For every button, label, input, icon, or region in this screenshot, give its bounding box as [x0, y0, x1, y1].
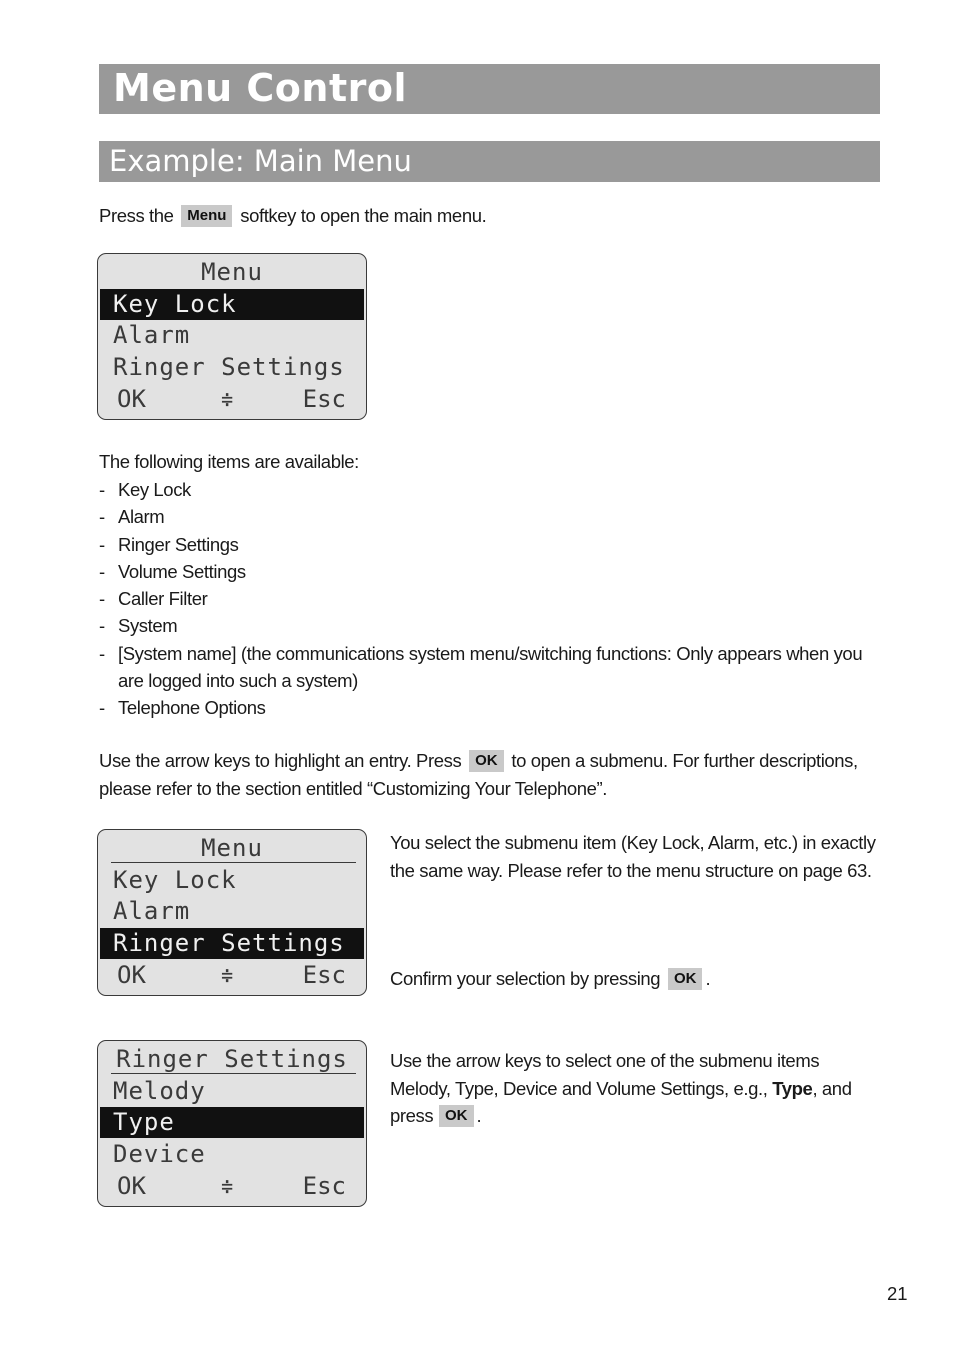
display-row-selected: Key Lock	[100, 289, 364, 320]
list-item: - System	[99, 612, 889, 639]
softkey-ok: OK	[117, 1172, 146, 1200]
display-title-underline	[111, 1073, 356, 1074]
available-items-list	[99, 476, 889, 722]
select-submenu-paragraph: Use the arrow keys to select one of the submenu items Melody, Type, Device and Volume Settings, e.g., Type, and press OK .	[390, 1050, 852, 1126]
list-item: - Volume Settings	[99, 558, 889, 585]
list-dash: -	[99, 615, 105, 637]
page-number: 21	[887, 1283, 908, 1304]
page-title: Menu Control	[99, 64, 880, 114]
available-heading: The following items are available:	[99, 451, 359, 472]
arrow-keys-paragraph: Use the arrow keys to highlight an entry. Press OK to open a submenu. For further descriptions, please refer to the section entitled “Customizing Your Telephone”.	[99, 750, 858, 799]
list-dash: -	[99, 506, 105, 528]
display-row: Key Lock	[113, 866, 237, 894]
up-down-arrow-icon: ≑	[221, 387, 234, 411]
display-title: Menu	[201, 258, 263, 286]
ok-key-label: OK	[668, 968, 703, 990]
display-row: Device	[113, 1140, 206, 1168]
display-title: Ringer Settings	[116, 1045, 348, 1073]
list-item: - Key Lock	[99, 476, 889, 503]
display-row: Alarm	[113, 897, 191, 925]
display-main-menu-ringer	[97, 829, 367, 996]
list-dash: -	[99, 533, 105, 555]
up-down-arrow-icon: ≑	[221, 963, 234, 987]
display-softkeys	[100, 384, 364, 415]
section-title: Example: Main Menu	[99, 141, 880, 182]
display-title: Menu	[201, 834, 263, 862]
list-item: - Caller Filter	[99, 585, 889, 612]
list-dash: -	[99, 697, 105, 719]
display-row: Ringer Settings	[113, 353, 345, 381]
intro-paragraph	[99, 202, 486, 230]
softkey-ok: OK	[117, 385, 146, 413]
intro-text-before: Press the	[99, 205, 174, 226]
list-item: - [System name] (the communications system menu/switching functions: Only appears when you are logged into such a system)	[99, 640, 889, 695]
softkey-esc: Esc	[302, 385, 346, 413]
list-dash: -	[99, 479, 105, 500]
list-dash: -	[99, 560, 105, 582]
softkey-esc: Esc	[302, 961, 346, 989]
list-item: - Alarm	[99, 503, 889, 530]
intro-text-after: softkey to open the main menu.	[240, 205, 487, 226]
submenu-description: You select the submenu item (Key Lock, Alarm, etc.) in exactly the same way. Please refer to the menu structure on page 63.	[390, 832, 876, 881]
list-item: - Telephone Options	[99, 694, 889, 721]
ok-key-label: OK	[439, 1105, 474, 1127]
display-row: Alarm	[113, 321, 191, 349]
display-title-underline	[111, 862, 356, 863]
ok-key-label: OK	[469, 750, 504, 772]
list-item: - Ringer Settings	[99, 531, 889, 558]
list-dash: -	[99, 642, 105, 664]
display-row-selected: Type	[100, 1107, 364, 1138]
type-emphasis: Type	[772, 1077, 813, 1099]
list-dash: -	[99, 588, 105, 610]
display-row: Melody	[113, 1077, 206, 1105]
display-softkeys	[100, 960, 364, 991]
menu-key-label: Menu	[181, 205, 232, 227]
softkey-ok: OK	[117, 961, 146, 989]
display-ringer-settings	[97, 1040, 367, 1207]
display-row-selected: Ringer Settings	[100, 928, 364, 959]
display-main-menu	[97, 253, 367, 420]
softkey-esc: Esc	[302, 1172, 346, 1200]
confirm-paragraph: Confirm your selection by pressing OK .	[390, 968, 711, 989]
display-softkeys	[100, 1171, 364, 1202]
up-down-arrow-icon: ≑	[221, 1174, 234, 1198]
